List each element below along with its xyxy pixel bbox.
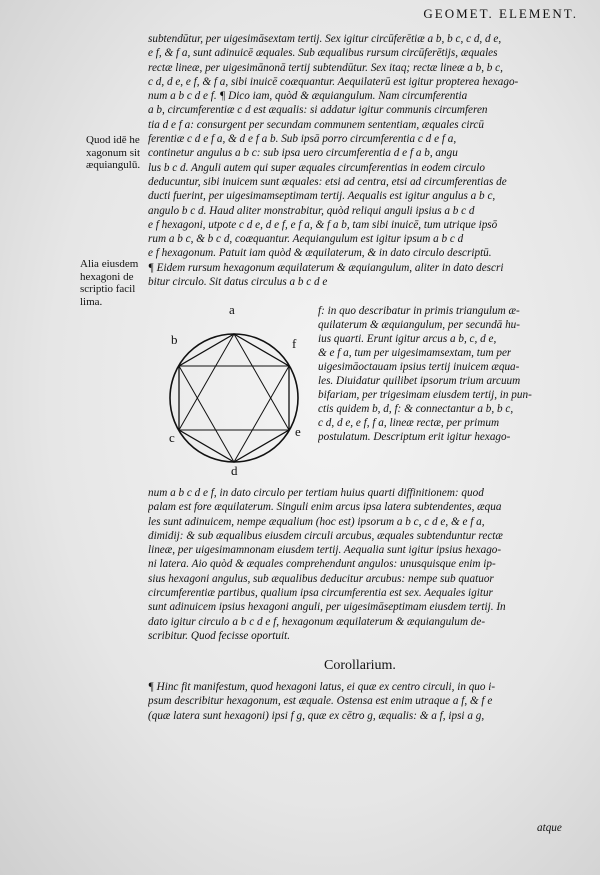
hexagon-shape: [179, 334, 289, 462]
running-header: GEOMET. ELEMENT.: [423, 6, 578, 21]
vertex-label-f: f: [292, 336, 297, 351]
text-line: subtendūtur, per uigesimāsextam tertij. Sex igitur circūferētiæ a b, b c, c d, d e,: [148, 33, 502, 45]
text-line: num a b c d e f. ¶ Dico iam, quòd & æquiangulum. Nam circumferentia: [148, 90, 468, 103]
catchword: atque: [537, 822, 562, 834]
text-line: rectæ lineæ, per uigesimānonā tertij subtendūtur. Sex itaq; rectæ lineæ a b, b c,: [148, 61, 503, 74]
text-line: psum describitur hexagonum, est æquale. Ostensa est enim utraque a f, & f e: [148, 695, 493, 708]
text-line: num a b c d e f, in dato circulo per tertiam huius quarti diffinitionem: quod: [148, 487, 484, 499]
text-line: [148, 737, 578, 751]
corollary-heading: Corollarium.: [324, 658, 396, 673]
margin-note-line: lima.: [80, 295, 103, 308]
text-line: tia d e f a: consurgent per secundam communem sententiam, æquales circū: [148, 118, 484, 131]
vertex-label-b: b: [171, 332, 178, 347]
text-line: e f hexagonum. Patuit iam quòd & æquilaterum, & in dato circulo descriptū.: [148, 247, 492, 260]
text-line: (quæ latera sunt hexagoni) ipsi f g, quæ ex cētro g, æqualis: & a f, ipsi a g,: [148, 709, 485, 722]
vertex-label-e: e: [295, 424, 301, 439]
text-line: [148, 723, 578, 737]
margin-note-line: scriptio facil: [80, 283, 136, 295]
text-line: scribitur. Quod fecisse oportuit.: [148, 629, 291, 642]
text-line: [148, 289, 578, 303]
text-line: sius hexagoni angulus, sub æqualibus deducitur arcubus: nempe sub quatuor: [148, 572, 494, 585]
margin-note-line: hexagoni de: [80, 270, 134, 283]
text-line: sunt adinuicem ipsius hexagoni anguli, per uigesimāseptimam eiusdem tertij. In: [148, 601, 506, 614]
text-line: & e f a, tum per uigesimamsextam, tum per: [318, 347, 512, 359]
text-line: postulatum. Descriptum erit igitur hexago-: [318, 431, 511, 443]
margin-note-line: æquiangulū.: [86, 159, 141, 171]
vertex-label-c: c: [169, 430, 175, 445]
body-text-top: [148, 32, 578, 304]
text-line: ferentiæ c d e f a, & d e f a b. Sub ipsā porro circumferentia c d e f a,: [148, 133, 457, 146]
margin-note-line: Quod idē he: [86, 134, 140, 146]
corollary-text: [148, 680, 578, 751]
triangle-up-shape: [179, 334, 289, 430]
margin-note-line: Alia eiusdem: [80, 258, 139, 270]
text-line: circumferentiæ partibus, qualium ipsa circumferentia est sex. Aequales igitur: [148, 587, 493, 600]
text-line: lus b c d. Anguli autem qui super æquales circumferentias in eodem circulo: [148, 161, 485, 174]
margin-note-2: [80, 258, 150, 308]
margin-note-1: [86, 134, 156, 172]
text-line: rum a b c, & b c d, coæquantur. Aequiangulum est igitur ipsum a b c d: [148, 233, 464, 246]
circle-shape: [170, 334, 298, 462]
body-text-middle: [148, 486, 578, 643]
text-line: lineæ, per uigesimamnonam eiusdem tertij. Aequalia sunt igitur ipsius hexago-: [148, 544, 502, 557]
text-line: a b, circumferentiæ c d est æqualis: si addatur igitur communis circumferen: [148, 104, 488, 117]
text-line: f: in quo describatur in primis triangulum æ-: [318, 305, 520, 317]
text-line: e f hexagoni, utpote c d e, d e f, e f a, & f a b, tam sibi inuicē, tum utrique ipsō: [148, 218, 498, 231]
text-line: les sunt adinuicem, nempe æqualium (hoc est) ipsorum a b c, c d e, & e f a,: [148, 515, 485, 528]
text-line: ius quarti. Erunt igitur arcus a b, c, d e,: [318, 333, 497, 345]
triangle-down-shape: [179, 366, 289, 462]
text-line: ctis quidem b, d, f: & connectantur a b, b c,: [318, 403, 514, 415]
hexagon-figure: [168, 302, 318, 478]
text-line: c d, d e, e f, & f a, sibi inuicē coæquantur. Aequilaterū est igitur propterea hexago-: [148, 75, 519, 88]
text-line: uigesimāoctauam ipsius tertij inuicem æqua-: [318, 361, 520, 373]
text-line: bitur circulo. Sit datus circulus a b c d e: [148, 276, 328, 289]
text-line: deducuntur, sibi inuicem sunt æquales: etsi ad centra, etsi ad circumferentias de: [148, 175, 507, 188]
text-line: quilaterum & æquiangulum, per secundā hu-: [318, 319, 520, 331]
text-line: les. Diuidatur quilibet ipsorum trium arcuum: [318, 375, 521, 387]
text-line: palam est fore æquilaterum. Singuli enim arcus ipsa latera subtendentes, æqua: [148, 501, 502, 514]
text-line: angulo b c d. Haud aliter monstrabitur, quòd reliqui anguli ipsius a b c d: [148, 204, 475, 217]
text-line: ¶ Hinc fit manifestum, quod hexagoni latus, ei quæ ex centro circuli, in quo i-: [148, 681, 496, 693]
vertex-label-d: d: [231, 463, 238, 478]
text-line: ¶ Eidem rursum hexagonum æquilaterum & æquiangulum, aliter in dato descri: [148, 261, 504, 274]
text-line: dato igitur circulo a b c d e f, hexagonum æquilaterum & æquiangulum de-: [148, 615, 486, 628]
text-line: ducti fuerint, per uigesimamseptimam tertij. Aequalis est igitur angulus a b c,: [148, 190, 496, 203]
vertex-label-a: a: [229, 302, 235, 317]
text-line: ni latera. Aio quòd & æquales comprehendunt angulos: unusquisque enim ip-: [148, 558, 496, 571]
text-line: continetur angulus a b c: sub ipsa uero circumferentia d e f a b, angu: [148, 147, 458, 160]
text-line: dimidij: & sub æqualibus eiusdem circuli arcubus, æquales subtenduntur rectæ: [148, 529, 503, 542]
margin-note-line: xagonum sit: [86, 146, 141, 159]
text-line: bifariam, per trigesimam eiusdem tertij, in pun-: [318, 389, 532, 401]
text-line: c d, d e, e f, f a, lineæ rectæ, per primum: [318, 417, 500, 429]
text-line: e f, & f a, sunt adinuicē æquales. Sub æqualibus rursum circūferētijs, æquales: [148, 47, 498, 60]
